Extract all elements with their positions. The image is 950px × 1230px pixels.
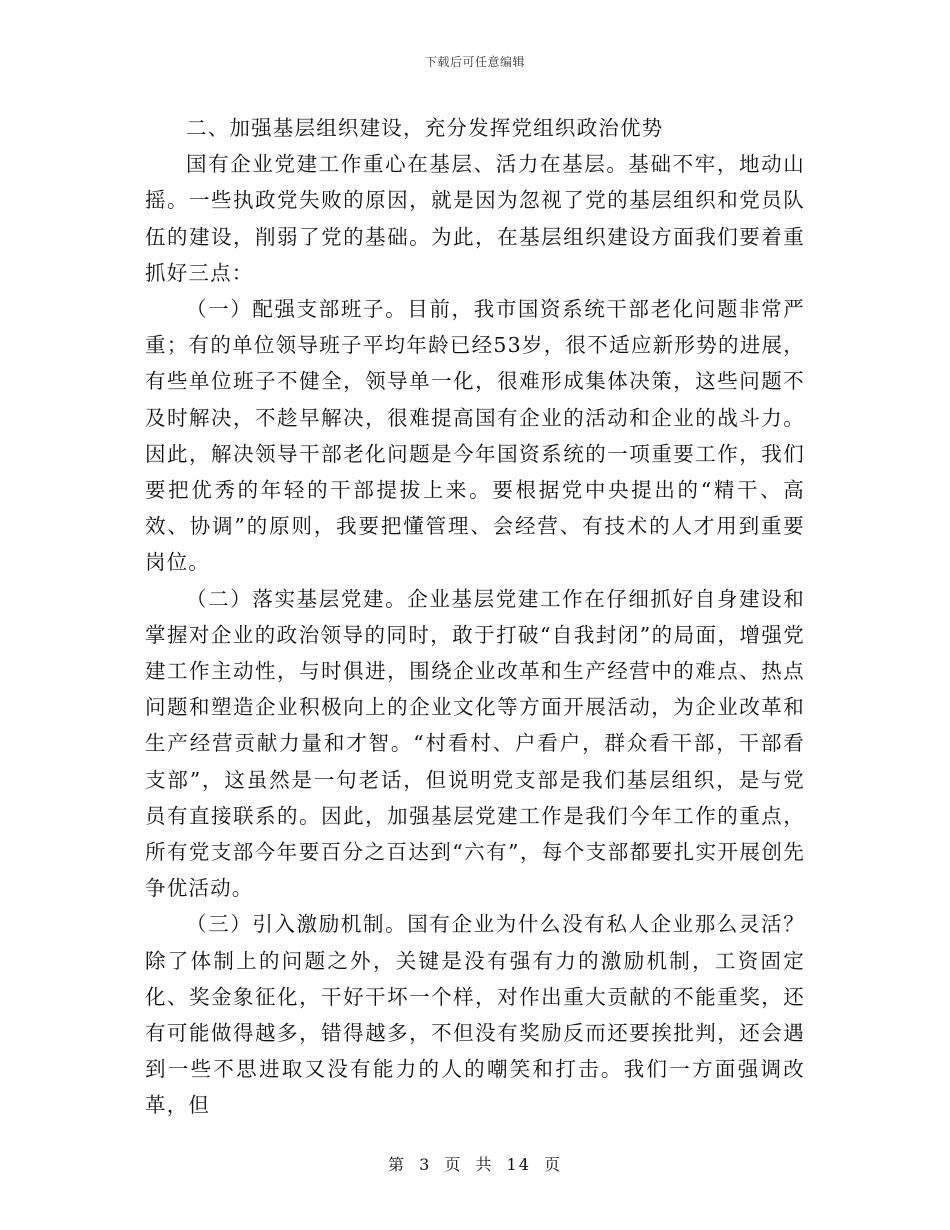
section-heading: 二、加强基层组织建设，充分发挥党组织政治优势 — [186, 116, 664, 140]
document-body — [145, 110, 805, 1124]
paragraph-point-3: （三）引入激励机制。国有企业为什么没有私人企业那么灵活？除了体制上的问题之外，关键是没有强有力的激励机制，工资固定化、奖金象征化，干好干坏一个样，对作出重大贡献的不能重奖，还有可能做得越多，错得越多，不但没有奖励反而还要挨批判，还会遇到一些不思进取又没有能力的人的嘲笑和打击。我们一方面强调改革，但 — [145, 912, 805, 1118]
page-footer: 第 3 页 共 14 页 — [388, 1155, 562, 1174]
paragraph-point-2: （二）落实基层党建。企业基层党建工作在仔细抓好自身建设和掌握对企业的政治领导的同时，敢于打破“自我封闭”的局面，增强党建工作主动性，与时俱进，围绕企业改革和生产经营中的难点、热点问题和塑造企业积极向上的企业文化等方面开展活动，为企业改革和生产经营贡献力量和才智。“村看村、户看户，群众看干部，干部看支部”，这虽然是一句老话，但说明党支部是我们基层组织，是与党员有直接联系的。因此，加强基层党建工作是我们今年工作的重点，所有党支部今年要百分之百达到“六有”，每个支部都要扎实开展创先争优活动。 — [145, 586, 805, 901]
paragraph-point-1: （一）配强支部班子。目前，我市国资系统干部老化问题非常严重；有的单位领导班子平均年龄已经53岁，很不适应新形势的进展，有些单位班子不健全，领导单一化，很难形成集体决策，这些问题不及时解决，不趁早解决，很难提高国有企业的活动和企业的战斗力。因此，解决领导干部老化问题是今年国资系统的一项重要工作，我们要把优秀的年轻的干部提拔上来。要根据党中央提出的“精干、高效、协调”的原则，我要把懂管理、会经营、有技术的人才用到重要岗位。 — [145, 297, 805, 575]
page-header: 下载后可任意编辑 — [424, 55, 525, 69]
paragraph-intro: 国有企业党建工作重心在基层、活力在基层。基础不牢，地动山摇。一些执政党失败的原因，就是因为忽视了党的基层组织和党员队伍的建设，削弱了党的基础。为此，在基层组织建设方面我们要着重抓好三点： — [145, 152, 805, 285]
